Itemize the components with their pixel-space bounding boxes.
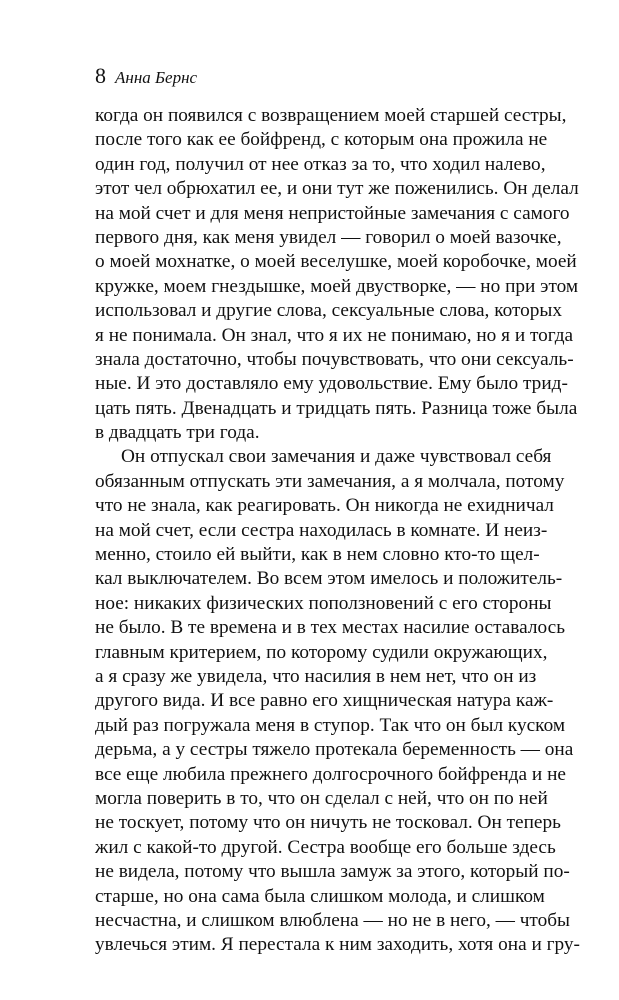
text-line: один год, получил от нее отказ за то, что ходил налево, xyxy=(95,153,546,175)
text-line: когда он появился с возвращением моей старшей сестры, xyxy=(95,105,567,126)
text-line: о моей мохнатке, о моей веселушке, моей коробочке, моей xyxy=(95,251,577,273)
author-name: Анна Бернс xyxy=(115,68,198,87)
text-line: ные. И это доставляло ему удовольствие. Ему было трид- xyxy=(95,373,568,395)
text-line: обязанным отпускать эти замечания, а я молчала, потому xyxy=(95,470,565,492)
text-line: все еще любила прежнего долгосрочного бойфренда и не xyxy=(95,763,566,785)
text-line: увлечься этим. Я перестала к ним заходить, хотя она и гру- xyxy=(95,934,580,956)
text-line: дый раз погружала меня в ступор. Так что он был куском xyxy=(95,714,566,736)
text-line: Он отпускал свои замечания и даже чувствовал себя xyxy=(121,446,552,468)
text-line: не видела, потому что вышла замуж за этого, который по- xyxy=(95,861,570,883)
text-line: что не знала, как реагировать. Он никогда не ехидничал xyxy=(95,495,554,517)
text-line: могла поверить в то, что он сделал с ней, что он по ней xyxy=(95,787,548,809)
text-line: первого дня, как меня увидел — говорил о моей вазочке, xyxy=(95,226,562,248)
text-line: старше, но она сама была слишком молода, и слишком xyxy=(95,885,545,907)
text-line: не было. В те времена и в тех местах насилие оставалось xyxy=(95,617,565,639)
text-line: после того как ее бойфренд, с которым она прожила не xyxy=(95,129,548,151)
running-header xyxy=(95,64,197,88)
text-line: а я сразу же увидела, что насилия в нем нет, что он из xyxy=(95,665,537,687)
text-line: другого вида. И все равно его хищническая натура каж- xyxy=(95,690,554,712)
text-line: кружке, моем гнездышке, моей двустворке, — но при этом xyxy=(95,275,579,297)
text-line: не тоскует, потому что он ничуть не тосковал. Он теперь xyxy=(95,812,561,834)
text-line: знала достаточно, чтобы почувствовать, что они сексуаль- xyxy=(95,348,574,370)
text-line: на мой счет и для меня непристойные замечания с самого xyxy=(95,202,570,224)
text-line: использовал и другие слова, сексуальные слова, которых xyxy=(95,300,563,322)
text-line: на мой счет, если сестра находилась в комнате. И неиз- xyxy=(95,519,548,541)
text-line: несчастна, и слишком влюблена — но не в него, — чтобы xyxy=(95,909,570,931)
body-text xyxy=(95,104,580,958)
text-line: я не понимала. Он знал, что я их не понимаю, но я и тогда xyxy=(95,324,574,346)
text-line: этот чел обрюхатил ее, и они тут же поженились. Он делал xyxy=(95,178,579,200)
page-number: 8 xyxy=(95,63,106,88)
text-line: ное: никаких физических поползновений с его стороны xyxy=(95,592,552,614)
text-line: цать пять. Двенадцать и тридцать пять. Разница тоже была xyxy=(95,397,578,419)
text-line: дерьма, а у сестры тяжело протекала беременность — она xyxy=(95,739,574,761)
text-line: жил с какой-то другой. Сестра вообще его больше здесь xyxy=(95,836,556,858)
text-line: менно, стоило ей выйти, как в нем словно кто-то щел- xyxy=(95,544,540,566)
text-line: главным критерием, по которому судили окружающих, xyxy=(95,641,548,663)
text-line: кал выключателем. Во всем этом имелось и положитель- xyxy=(95,568,563,590)
text-line: в двадцать три года. xyxy=(95,422,260,444)
